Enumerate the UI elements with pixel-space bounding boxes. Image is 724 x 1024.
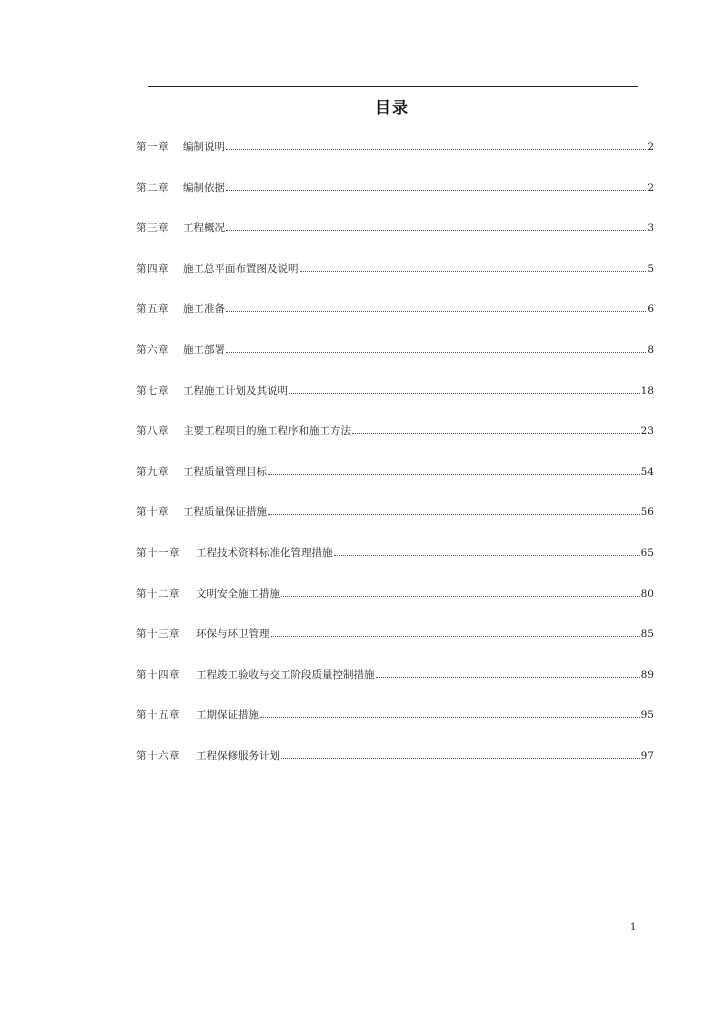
toc-dot-leader	[281, 595, 640, 597]
toc-page-number: 95	[640, 709, 654, 722]
toc-dot-leader	[226, 148, 646, 150]
toc-chapter-title: 工程竣工验收与交工阶段质量控制措施	[196, 668, 375, 681]
toc-page-number: 80	[640, 587, 654, 600]
toc-dot-leader	[260, 716, 640, 718]
toc-chapter-number: 第十四章	[136, 668, 180, 681]
toc-chapter-number: 第七章	[136, 384, 169, 397]
toc-page-number: 2	[647, 141, 654, 153]
toc-dot-leader	[226, 189, 646, 191]
toc-chapter-title: 施工总平面布置图及说明	[183, 262, 299, 275]
toc-page-number: 3	[647, 222, 654, 235]
toc-chapter-title: 工期保证措施	[196, 709, 259, 722]
toc-entry[interactable]	[136, 546, 654, 587]
toc-chapter-title: 施工部署	[183, 343, 225, 356]
toc-chapter-number: 第十一章	[136, 546, 180, 559]
toc-chapter-number: 第十五章	[136, 709, 180, 722]
toc-entry[interactable]	[136, 505, 654, 546]
toc-page-number: 23	[640, 425, 654, 438]
toc-chapter-number: 第十章	[136, 506, 169, 519]
toc-chapter-number: 第十六章	[136, 749, 180, 762]
header-rule	[148, 86, 638, 87]
toc-dot-leader	[281, 757, 640, 759]
toc-chapter-title: 工程质量管理目标	[183, 465, 267, 478]
toc-page-number: 85	[640, 628, 654, 641]
toc-page-number: 89	[640, 668, 654, 681]
toc-chapter-title: 工程技术资料标准化管理措施	[196, 546, 333, 559]
toc-entry[interactable]	[136, 708, 654, 749]
toc-entry[interactable]	[136, 627, 654, 668]
toc-chapter-number: 第六章	[136, 343, 169, 356]
toc-chapter-number: 第五章	[136, 303, 169, 316]
toc-chapter-number: 第四章	[136, 262, 169, 275]
toc-dot-leader	[226, 310, 646, 312]
toc-dot-leader	[300, 270, 647, 272]
toc-chapter-title: 工程施工计划及其说明	[183, 384, 288, 397]
toc-page-number: 18	[640, 384, 654, 397]
toc-chapter-number: 第十三章	[136, 628, 180, 641]
toc-dot-leader	[334, 554, 640, 556]
toc-entry[interactable]	[136, 302, 654, 343]
toc-chapter-title: 环保与环卫管理	[196, 628, 270, 641]
toc-entry[interactable]	[136, 424, 654, 465]
toc-entry[interactable]	[136, 343, 654, 384]
toc-entry[interactable]	[136, 749, 654, 790]
toc-page-number: 65	[640, 546, 654, 559]
toc-page-number: 5	[647, 262, 654, 275]
toc-entry[interactable]	[136, 262, 654, 303]
toc-entry[interactable]	[136, 181, 654, 222]
page-number: 1	[630, 922, 637, 933]
toc-dot-leader	[226, 351, 646, 353]
toc-chapter-title: 编制说明	[183, 141, 225, 153]
toc-chapter-number: 第十二章	[136, 587, 180, 600]
toc-dot-leader	[226, 229, 646, 231]
toc-page-number: 2	[647, 181, 654, 194]
toc-dot-leader	[289, 392, 640, 394]
table-of-contents	[136, 140, 654, 790]
toc-entry[interactable]	[136, 465, 654, 506]
toc-entry[interactable]	[136, 668, 654, 709]
toc-entry[interactable]	[136, 221, 654, 262]
toc-dot-leader	[268, 513, 640, 515]
toc-chapter-number: 第三章	[136, 222, 169, 235]
toc-chapter-title: 主要工程项目的施工程序和施工方法	[183, 425, 351, 438]
toc-page-number: 54	[640, 465, 654, 478]
toc-page-number: 56	[640, 506, 654, 519]
toc-chapter-number: 第八章	[136, 425, 169, 438]
toc-chapter-number: 第一章	[136, 141, 169, 153]
toc-dot-leader	[268, 473, 640, 475]
toc-entry[interactable]	[136, 587, 654, 628]
toc-page-number: 97	[640, 749, 654, 762]
toc-chapter-title: 施工准备	[183, 303, 225, 316]
toc-title: 目录	[374, 98, 409, 117]
toc-chapter-number: 第九章	[136, 465, 169, 478]
toc-chapter-title: 文明安全施工措施	[196, 587, 280, 600]
toc-page-number: 6	[647, 303, 654, 316]
toc-entry[interactable]	[136, 140, 654, 181]
toc-chapter-title: 编制依据	[183, 181, 225, 194]
toc-dot-leader	[376, 676, 640, 678]
toc-chapter-number: 第二章	[136, 181, 169, 194]
toc-entry[interactable]	[136, 384, 654, 425]
toc-dot-leader	[271, 635, 640, 637]
toc-chapter-title: 工程质量保证措施	[183, 506, 267, 519]
toc-page-number: 8	[647, 343, 654, 356]
toc-chapter-title: 工程保修服务计划	[196, 749, 280, 762]
toc-chapter-title: 工程概况	[183, 222, 225, 235]
toc-dot-leader	[352, 432, 640, 434]
